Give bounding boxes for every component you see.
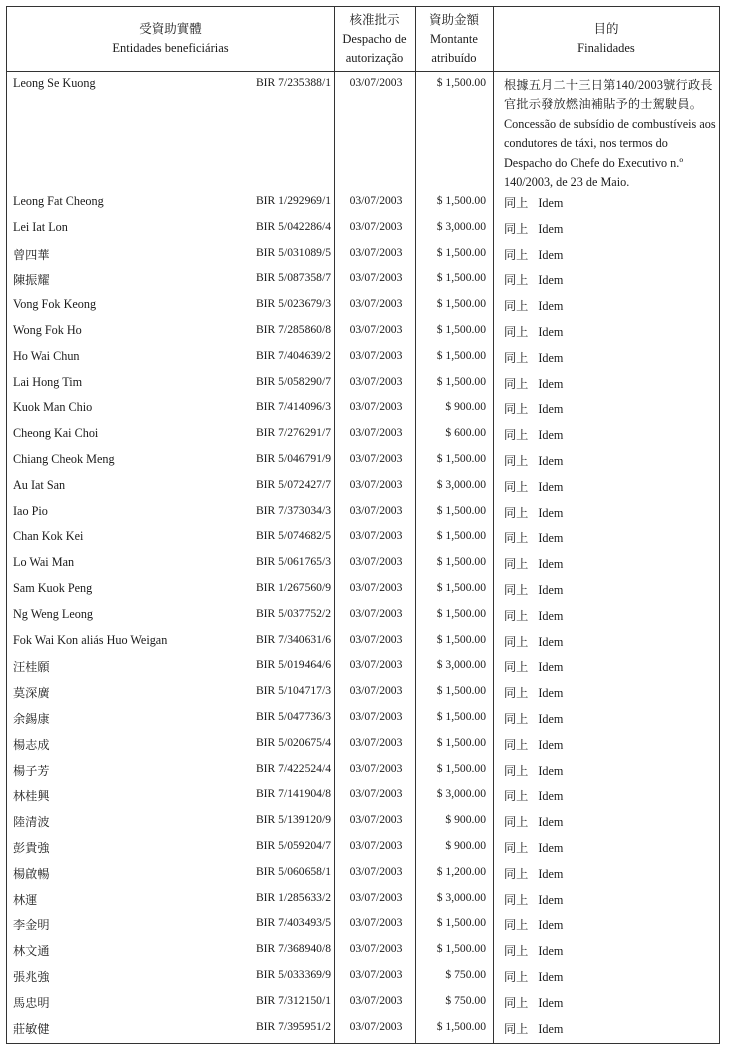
idem-zh: 同上 bbox=[504, 866, 529, 881]
bir-number: BIR 5/059204/7 bbox=[255, 838, 331, 852]
idem-pt: Idem bbox=[538, 557, 564, 572]
idem-zh: 同上 bbox=[504, 815, 529, 830]
header-purpose-pt: Finalidades bbox=[577, 41, 635, 55]
beneficiary-name: 林桂興 bbox=[13, 789, 50, 804]
beneficiary-name: 林運 bbox=[13, 892, 38, 907]
dispatch-date: 03/07/2003 bbox=[349, 658, 403, 672]
header-entities bbox=[7, 7, 334, 71]
purpose-idem bbox=[504, 581, 563, 598]
purpose-idem bbox=[504, 349, 563, 366]
purpose-idem bbox=[504, 658, 563, 675]
dispatch-date: 03/07/2003 bbox=[349, 374, 403, 388]
beneficiary-name: 楊子芳 bbox=[13, 763, 50, 778]
idem-zh: 同上 bbox=[504, 995, 529, 1010]
idem-zh: 同上 bbox=[504, 350, 529, 365]
table-row bbox=[7, 344, 719, 370]
bir-number: BIR 7/340631/6 bbox=[255, 632, 331, 646]
table-row bbox=[7, 937, 719, 963]
idem-pt: Idem bbox=[538, 505, 564, 520]
table-row bbox=[7, 266, 719, 292]
beneficiary-name: 陳振耀 bbox=[13, 273, 50, 288]
purpose-idem bbox=[504, 865, 563, 882]
amount: $ 1,500.00 bbox=[436, 194, 486, 207]
purpose-idem bbox=[504, 710, 563, 727]
beneficiary-name: Fok Wai Kon aliás Huo Weigan bbox=[13, 632, 168, 647]
bir-number: BIR 5/019464/6 bbox=[255, 658, 331, 672]
idem-pt: Idem bbox=[538, 608, 564, 623]
idem-pt: Idem bbox=[538, 815, 564, 830]
beneficiary-name: Kuok Man Chio bbox=[13, 400, 93, 415]
idem-pt: Idem bbox=[538, 763, 564, 778]
bir-number: BIR 7/235388/1 bbox=[255, 76, 331, 89]
table-row bbox=[7, 499, 719, 525]
purpose-idem bbox=[504, 787, 563, 804]
bir-number: BIR 5/033369/9 bbox=[255, 967, 331, 981]
header-amount-zh: 資助金額 bbox=[428, 12, 479, 27]
purpose-text-pt: Concessão de subsídio de combustíveis aos condutores de táxi, nos termos do Despacho do Chefe do Executivo n.º 140/2003, de 23 de Maio. bbox=[504, 117, 716, 189]
header-amount-pt1: Montante bbox=[430, 31, 478, 46]
idem-pt: Idem bbox=[538, 634, 564, 649]
bir-number: BIR 7/414096/3 bbox=[255, 400, 331, 414]
beneficiary-name: 莫深廣 bbox=[13, 686, 50, 701]
purpose-idem bbox=[504, 400, 563, 417]
idem-pt: Idem bbox=[538, 273, 564, 288]
purpose-idem bbox=[504, 1020, 563, 1037]
idem-pt: Idem bbox=[538, 376, 564, 391]
idem-pt: Idem bbox=[538, 660, 564, 675]
idem-zh: 同上 bbox=[504, 918, 529, 933]
beneficiary-name: Chan Kok Kei bbox=[13, 529, 84, 544]
beneficiary-name: Sam Kuok Peng bbox=[13, 580, 93, 595]
purpose-idem bbox=[504, 375, 563, 392]
header-dispatch-pt1: Despacho de bbox=[342, 31, 407, 46]
header-entities-zh: 受資助實體 bbox=[139, 22, 202, 36]
dispatch-date: 03/07/2003 bbox=[349, 297, 403, 311]
amount: $ 900.00 bbox=[445, 813, 486, 827]
amount: $ 3,000.00 bbox=[436, 890, 486, 904]
table-row bbox=[7, 241, 719, 267]
dispatch-date: 03/07/2003 bbox=[349, 400, 403, 414]
idem-zh: 同上 bbox=[504, 453, 529, 468]
idem-zh: 同上 bbox=[504, 944, 529, 959]
beneficiary-name: Au Iat San bbox=[13, 477, 66, 492]
table-row bbox=[7, 318, 719, 344]
purpose-idem bbox=[504, 220, 563, 237]
purpose-idem bbox=[504, 994, 563, 1011]
bir-number: BIR 7/368940/8 bbox=[255, 942, 331, 956]
idem-zh: 同上 bbox=[504, 557, 529, 572]
purpose-idem bbox=[504, 736, 563, 753]
dispatch-date: 03/07/2003 bbox=[349, 348, 403, 362]
dispatch-date: 03/07/2003 bbox=[349, 761, 403, 775]
bir-number: BIR 7/403493/5 bbox=[255, 916, 331, 930]
beneficiary-name: 曾四華 bbox=[13, 247, 50, 262]
amount: $ 1,500.00 bbox=[436, 761, 486, 775]
beneficiary-name: 余錫康 bbox=[13, 711, 50, 726]
bir-number: BIR 5/139120/9 bbox=[255, 813, 331, 827]
dispatch-date: 03/07/2003 bbox=[349, 529, 403, 543]
bir-number: BIR 7/285860/8 bbox=[255, 322, 331, 336]
amount: $ 1,500.00 bbox=[436, 942, 486, 956]
beneficiary-name: 李金明 bbox=[13, 918, 50, 933]
idem-zh: 同上 bbox=[504, 969, 529, 984]
purpose-idem bbox=[504, 762, 563, 779]
amount: $ 3,000.00 bbox=[436, 658, 486, 672]
beneficiary-name: Leong Fat Cheong bbox=[13, 194, 104, 208]
dispatch-date: 03/07/2003 bbox=[349, 245, 403, 259]
table-row bbox=[7, 215, 719, 241]
table-row bbox=[7, 757, 719, 783]
bir-number: BIR 5/061765/3 bbox=[255, 555, 331, 569]
bir-number: BIR 7/404639/2 bbox=[255, 348, 331, 362]
bir-number: BIR 1/267560/9 bbox=[255, 580, 331, 594]
purpose-idem bbox=[504, 504, 563, 521]
idem-zh: 同上 bbox=[504, 634, 529, 649]
bir-number: BIR 5/087358/7 bbox=[255, 271, 331, 285]
beneficiary-name: Wong Fok Ho bbox=[13, 322, 82, 337]
dispatch-date: 03/07/2003 bbox=[349, 503, 403, 517]
table-row bbox=[7, 653, 719, 679]
dispatch-date: 03/07/2003 bbox=[349, 322, 403, 336]
amount: $ 750.00 bbox=[445, 993, 486, 1007]
dispatch-date: 03/07/2003 bbox=[349, 580, 403, 594]
beneficiary-name: Lo Wai Man bbox=[13, 555, 75, 570]
header-dispatch bbox=[334, 7, 415, 71]
dispatch-date: 03/07/2003 bbox=[349, 735, 403, 749]
beneficiary-name: 陸清波 bbox=[13, 815, 50, 830]
dispatch-date: 03/07/2003 bbox=[349, 864, 403, 878]
idem-zh: 同上 bbox=[504, 531, 529, 546]
purpose-idem bbox=[504, 529, 563, 546]
idem-zh: 同上 bbox=[504, 1021, 529, 1036]
table-row bbox=[7, 1015, 719, 1041]
idem-zh: 同上 bbox=[504, 763, 529, 778]
dispatch-date: 03/07/2003 bbox=[349, 426, 403, 440]
table-row bbox=[7, 550, 719, 576]
idem-pt: Idem bbox=[538, 840, 564, 855]
idem-zh: 同上 bbox=[504, 840, 529, 855]
table-row bbox=[7, 292, 719, 318]
beneficiary-name: 林文通 bbox=[13, 944, 50, 959]
amount: $ 1,500.00 bbox=[436, 374, 486, 388]
header-dispatch-zh: 核准批示 bbox=[349, 12, 400, 27]
amount: $ 1,500.00 bbox=[436, 245, 486, 259]
idem-pt: Idem bbox=[538, 350, 564, 365]
table-row bbox=[7, 679, 719, 705]
purpose-idem bbox=[504, 478, 563, 495]
table-row bbox=[7, 370, 719, 396]
table-row bbox=[7, 602, 719, 628]
table-row bbox=[7, 421, 719, 447]
idem-pt: Idem bbox=[538, 324, 564, 339]
amount: $ 1,500.00 bbox=[436, 916, 486, 930]
header-entities-pt: Entidades beneficiárias bbox=[112, 41, 229, 55]
beneficiary-name: Ng Weng Leong bbox=[13, 606, 94, 621]
bir-number: BIR 5/020675/4 bbox=[255, 735, 331, 749]
bir-number: BIR 1/292969/1 bbox=[255, 194, 331, 207]
header-amount bbox=[415, 7, 493, 71]
header-amount-pt2: atribuído bbox=[431, 50, 477, 65]
beneficiary-name: 莊敏健 bbox=[13, 1021, 50, 1036]
amount: $ 1,500.00 bbox=[436, 322, 486, 336]
purpose-idem bbox=[504, 684, 563, 701]
bir-number: BIR 5/074682/5 bbox=[255, 529, 331, 543]
bir-number: BIR 1/285633/2 bbox=[255, 890, 331, 904]
dispatch-date: 03/07/2003 bbox=[349, 709, 403, 723]
amount: $ 1,500.00 bbox=[436, 709, 486, 723]
beneficiaries-table bbox=[6, 6, 720, 1044]
dispatch-date: 03/07/2003 bbox=[349, 632, 403, 646]
dispatch-date: 03/07/2003 bbox=[349, 890, 403, 904]
bir-number: BIR 5/058290/7 bbox=[255, 374, 331, 388]
idem-zh: 同上 bbox=[504, 324, 529, 339]
idem-zh: 同上 bbox=[504, 376, 529, 391]
purpose-idem bbox=[504, 839, 563, 856]
dispatch-date: 03/07/2003 bbox=[349, 787, 403, 801]
bir-number: BIR 7/312150/1 bbox=[255, 993, 331, 1007]
dispatch-date: 03/07/2003 bbox=[349, 1019, 403, 1033]
dispatch-date: 03/07/2003 bbox=[349, 451, 403, 465]
beneficiary-name: Vong Fok Keong bbox=[13, 297, 97, 312]
amount: $ 1,500.00 bbox=[436, 1019, 486, 1033]
amount: $ 1,500.00 bbox=[436, 348, 486, 362]
idem-pt: Idem bbox=[538, 428, 564, 443]
idem-pt: Idem bbox=[538, 247, 564, 262]
bir-number: BIR 5/037752/2 bbox=[255, 606, 331, 620]
idem-zh: 同上 bbox=[504, 686, 529, 701]
bir-number: BIR 5/104717/3 bbox=[255, 684, 331, 698]
purpose-idem bbox=[504, 607, 563, 624]
idem-zh: 同上 bbox=[504, 402, 529, 417]
idem-zh: 同上 bbox=[504, 479, 529, 494]
amount: $ 1,500.00 bbox=[436, 271, 486, 285]
beneficiary-name: Cheong Kai Choi bbox=[13, 426, 99, 441]
dispatch-date: 03/07/2003 bbox=[349, 76, 403, 89]
dispatch-date: 03/07/2003 bbox=[349, 219, 403, 233]
purpose-idem bbox=[504, 246, 563, 263]
bir-number: BIR 5/023679/3 bbox=[255, 297, 331, 311]
purpose-idem bbox=[504, 426, 563, 443]
table-row bbox=[7, 989, 719, 1015]
idem-pt: Idem bbox=[538, 196, 564, 210]
idem-zh: 同上 bbox=[504, 892, 529, 907]
idem-zh: 同上 bbox=[504, 505, 529, 520]
idem-pt: Idem bbox=[538, 582, 564, 597]
idem-zh: 同上 bbox=[504, 737, 529, 752]
beneficiary-name: 馬忠明 bbox=[13, 995, 50, 1010]
beneficiary-name: 汪桂願 bbox=[13, 660, 50, 675]
dispatch-date: 03/07/2003 bbox=[349, 684, 403, 698]
idem-pt: Idem bbox=[538, 221, 564, 236]
idem-zh: 同上 bbox=[504, 196, 529, 210]
bir-number: BIR 5/042286/4 bbox=[255, 219, 331, 233]
bir-number: BIR 5/047736/3 bbox=[255, 709, 331, 723]
purpose-idem bbox=[504, 813, 563, 830]
table-row bbox=[7, 834, 719, 860]
dispatch-date: 03/07/2003 bbox=[349, 916, 403, 930]
beneficiary-name: Leong Se Kuong bbox=[13, 76, 96, 90]
idem-pt: Idem bbox=[538, 479, 564, 494]
amount: $ 1,500.00 bbox=[436, 606, 486, 620]
bir-number: BIR 7/395951/2 bbox=[255, 1019, 331, 1033]
idem-pt: Idem bbox=[538, 737, 564, 752]
beneficiary-name: Lei Iat Lon bbox=[13, 219, 68, 234]
bir-number: BIR 5/031089/5 bbox=[255, 245, 331, 259]
idem-zh: 同上 bbox=[504, 428, 529, 443]
idem-zh: 同上 bbox=[504, 273, 529, 288]
dispatch-date: 03/07/2003 bbox=[349, 838, 403, 852]
beneficiary-name: Chiang Cheok Meng bbox=[13, 451, 115, 466]
dispatch-date: 03/07/2003 bbox=[349, 606, 403, 620]
bir-number: BIR 7/276291/7 bbox=[255, 426, 331, 440]
idem-pt: Idem bbox=[538, 969, 564, 984]
idem-pt: Idem bbox=[538, 453, 564, 468]
table-row bbox=[7, 524, 719, 550]
beneficiary-name: 楊啟暢 bbox=[13, 866, 50, 881]
table-row bbox=[7, 782, 719, 808]
header-purpose-zh: 目的 bbox=[593, 22, 619, 36]
table-row bbox=[7, 395, 719, 421]
amount: $ 1,500.00 bbox=[436, 632, 486, 646]
table-row bbox=[7, 963, 719, 989]
purpose-idem bbox=[504, 555, 563, 572]
dispatch-date: 03/07/2003 bbox=[349, 993, 403, 1007]
amount: $ 1,500.00 bbox=[436, 529, 486, 543]
table-row bbox=[7, 71, 719, 189]
table-row bbox=[7, 189, 719, 215]
bir-number: BIR 5/060658/1 bbox=[255, 864, 331, 878]
idem-pt: Idem bbox=[538, 944, 564, 959]
idem-zh: 同上 bbox=[504, 660, 529, 675]
beneficiary-name: Lai Hong Tim bbox=[13, 374, 83, 389]
idem-zh: 同上 bbox=[504, 789, 529, 804]
bir-number: BIR 7/373034/3 bbox=[255, 503, 331, 517]
idem-zh: 同上 bbox=[504, 247, 529, 262]
table-row bbox=[7, 886, 719, 912]
amount: $ 3,000.00 bbox=[436, 219, 486, 233]
purpose-idem bbox=[504, 942, 563, 959]
amount: $ 900.00 bbox=[445, 400, 486, 414]
idem-zh: 同上 bbox=[504, 711, 529, 726]
dispatch-date: 03/07/2003 bbox=[349, 555, 403, 569]
table-row bbox=[7, 628, 719, 654]
table-body bbox=[7, 71, 719, 1040]
table-row bbox=[7, 576, 719, 602]
idem-pt: Idem bbox=[538, 995, 564, 1010]
amount: $ 600.00 bbox=[445, 426, 486, 440]
bir-number: BIR 5/072427/7 bbox=[255, 477, 331, 491]
bir-number: BIR 5/046791/9 bbox=[255, 451, 331, 465]
table-row bbox=[7, 447, 719, 473]
dispatch-date: 03/07/2003 bbox=[349, 477, 403, 491]
idem-zh: 同上 bbox=[504, 221, 529, 236]
beneficiary-name: 楊志成 bbox=[13, 737, 50, 752]
amount: $ 3,000.00 bbox=[436, 477, 486, 491]
dispatch-date: 03/07/2003 bbox=[349, 942, 403, 956]
amount: $ 1,500.00 bbox=[436, 580, 486, 594]
idem-pt: Idem bbox=[538, 686, 564, 701]
bir-number: BIR 7/422524/4 bbox=[255, 761, 331, 775]
table-row bbox=[7, 808, 719, 834]
idem-pt: Idem bbox=[538, 789, 564, 804]
amount: $ 750.00 bbox=[445, 967, 486, 981]
dispatch-date: 03/07/2003 bbox=[349, 194, 403, 207]
idem-pt: Idem bbox=[538, 892, 564, 907]
purpose-text-zh: 根據五月二十三日第140/2003號行政長官批示發放燃油補貼予的士駕駛員。 bbox=[504, 78, 713, 112]
idem-zh: 同上 bbox=[504, 582, 529, 597]
header-purpose bbox=[493, 7, 719, 71]
purpose-idem bbox=[504, 297, 563, 314]
header-dispatch-pt2: autorização bbox=[345, 50, 404, 65]
idem-pt: Idem bbox=[538, 402, 564, 417]
amount: $ 1,500.00 bbox=[436, 503, 486, 517]
purpose-idem bbox=[504, 916, 563, 933]
purpose-idem bbox=[504, 194, 563, 211]
table-row bbox=[7, 473, 719, 499]
amount: $ 1,500.00 bbox=[436, 555, 486, 569]
table-row bbox=[7, 911, 719, 937]
dispatch-date: 03/07/2003 bbox=[349, 271, 403, 285]
idem-pt: Idem bbox=[538, 918, 564, 933]
idem-pt: Idem bbox=[538, 531, 564, 546]
idem-pt: Idem bbox=[538, 711, 564, 726]
purpose-idem bbox=[504, 323, 563, 340]
beneficiary-name: Ho Wai Chun bbox=[13, 348, 80, 363]
idem-zh: 同上 bbox=[504, 608, 529, 623]
dispatch-date: 03/07/2003 bbox=[349, 813, 403, 827]
beneficiary-name: 張兆強 bbox=[13, 969, 50, 984]
amount: $ 1,500.00 bbox=[436, 451, 486, 465]
purpose-idem bbox=[504, 452, 563, 469]
purpose-idem bbox=[504, 633, 563, 650]
amount: $ 1,500.00 bbox=[436, 684, 486, 698]
amount: $ 1,500.00 bbox=[436, 297, 486, 311]
purpose-idem bbox=[504, 968, 563, 985]
beneficiary-name: 彭貴強 bbox=[13, 840, 50, 855]
idem-pt: Idem bbox=[538, 1021, 564, 1036]
table-row bbox=[7, 860, 719, 886]
beneficiary-name: Iao Pio bbox=[13, 503, 48, 518]
dispatch-date: 03/07/2003 bbox=[349, 967, 403, 981]
purpose-idem bbox=[504, 891, 563, 908]
table-row bbox=[7, 731, 719, 757]
bir-number: BIR 7/141904/8 bbox=[255, 787, 331, 801]
idem-pt: Idem bbox=[538, 299, 564, 314]
table-row bbox=[7, 705, 719, 731]
idem-pt: Idem bbox=[538, 866, 564, 881]
purpose-idem bbox=[504, 271, 563, 288]
amount: $ 1,500.00 bbox=[436, 735, 486, 749]
amount: $ 900.00 bbox=[445, 838, 486, 852]
idem-zh: 同上 bbox=[504, 299, 529, 314]
amount: $ 1,200.00 bbox=[436, 864, 486, 878]
amount: $ 3,000.00 bbox=[436, 787, 486, 801]
amount: $ 1,500.00 bbox=[436, 76, 486, 89]
